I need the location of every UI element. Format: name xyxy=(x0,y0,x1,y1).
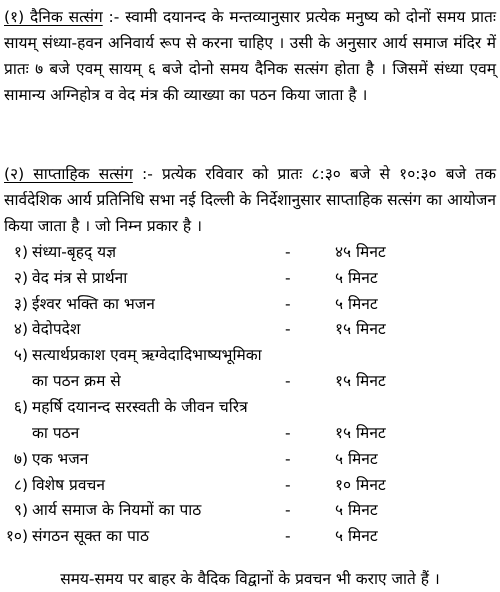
program-dash: - xyxy=(285,476,291,494)
program-item: सत्यार्थप्रकाश एवम् ऋग्वेदादिभाष्यभूमिका xyxy=(32,346,262,364)
program-duration: ५ मिनट xyxy=(335,501,378,519)
program-duration: १५ मिनट xyxy=(335,424,386,442)
program-row xyxy=(0,523,500,549)
program-item: महर्षि दयानन्द सरस्वती के जीवन चरित्र xyxy=(32,398,248,416)
program-number: १०) xyxy=(5,527,28,545)
program-number: ८) xyxy=(13,476,28,494)
program-duration: ४५ मिनट xyxy=(335,243,386,261)
program-item: आर्य समाज के नियमों का पाठ xyxy=(32,501,202,519)
program-number: ६) xyxy=(13,398,28,416)
program-duration: ५ मिनट xyxy=(335,527,378,545)
program-row xyxy=(0,472,500,498)
program-item: ईश्वर भक्ति का भजन xyxy=(32,295,155,313)
section-weekly-satsang xyxy=(4,161,496,239)
program-dash: - xyxy=(285,372,291,390)
program-duration: १५ मिनट xyxy=(335,372,386,390)
section-weekly-separator: :- xyxy=(132,165,162,183)
program-number: २) xyxy=(13,269,28,287)
program-dash: - xyxy=(285,320,291,338)
program-item-continuation: का पठन क्रम से xyxy=(32,372,121,390)
section-daily-text: स्वामी दयानन्द के मन्तव्यानुसार प्रत्येक मनुष्य को दोनों समय प्रातः सायम् संध्या-हवन अनिवार्य रूप से करना चाहिए । उसी के अनुसार आर्य समाज मंदिर में प्रातः ७ बजे एवम् सायम् ६ बजे दोनो समय दैनिक सत्संग होता है । जिसमें संध्या एवम् सामान्य अग्निहोत्र व वेद मंत्र की व्याख्या का पठन किया जाता है । xyxy=(4,8,496,104)
section-daily-heading: (१) दैनिक सत्संग xyxy=(4,8,103,26)
program-duration: १० मिनट xyxy=(335,476,386,494)
program-row xyxy=(0,446,500,472)
footer-note: समय-समय पर बाहर के वैदिक विद्वानों के प्रवचन भी कराए जाते हैं । xyxy=(60,570,440,588)
program-duration: ५ मिनट xyxy=(335,295,378,313)
program-row xyxy=(0,239,500,265)
program-item-continuation: का पठन xyxy=(32,424,80,442)
program-number: ५) xyxy=(13,346,28,364)
program-item: एक भजन xyxy=(32,450,89,468)
program-row xyxy=(0,291,500,317)
program-duration: ५ मिनट xyxy=(335,450,378,468)
section-weekly-text: प्रत्येक रविवार को प्रातः ८:३० बजे से १०:३० बजे तक सार्वदेशिक आर्य प्रतिनिधि सभा नई दिल्ली के निर्देशानुसार साप्ताहिक सत्संग का आयोजन किया जाता है । जो निम्न प्रकार है । xyxy=(4,165,497,235)
program-item: वेद मंत्र से प्रार्थना xyxy=(32,269,128,287)
program-item: वेदोपदेश xyxy=(32,320,81,338)
program-row xyxy=(0,316,500,342)
section-weekly-heading: (२) साप्ताहिक सत्संग xyxy=(4,165,133,183)
program-dash: - xyxy=(285,424,291,442)
program-item: संगठन सूक्त का पाठ xyxy=(32,527,149,545)
program-number: ७) xyxy=(13,450,28,468)
program-row xyxy=(0,497,500,523)
program-number: १) xyxy=(13,243,28,261)
section-daily-satsang xyxy=(4,4,496,108)
program-dash: - xyxy=(285,295,291,313)
program-number: ९) xyxy=(13,501,28,519)
program-item: विशेष प्रवचन xyxy=(32,476,105,494)
program-dash: - xyxy=(285,243,291,261)
program-number: ४) xyxy=(13,320,28,338)
program-duration: १५ मिनट xyxy=(335,320,386,338)
program-dash: - xyxy=(285,450,291,468)
program-row-continuation xyxy=(0,420,500,446)
section-daily-separator: :- xyxy=(102,8,126,26)
program-number: ३) xyxy=(13,295,28,313)
program-item: संध्या-बृहद् यज्ञ xyxy=(32,243,117,261)
program-dash: - xyxy=(285,269,291,287)
program-row xyxy=(0,394,500,420)
program-row-continuation xyxy=(0,368,500,394)
program-duration: ५ मिनट xyxy=(335,269,378,287)
program-row xyxy=(0,342,500,368)
program-dash: - xyxy=(285,527,291,545)
program-row xyxy=(0,265,500,291)
program-dash: - xyxy=(285,501,291,519)
